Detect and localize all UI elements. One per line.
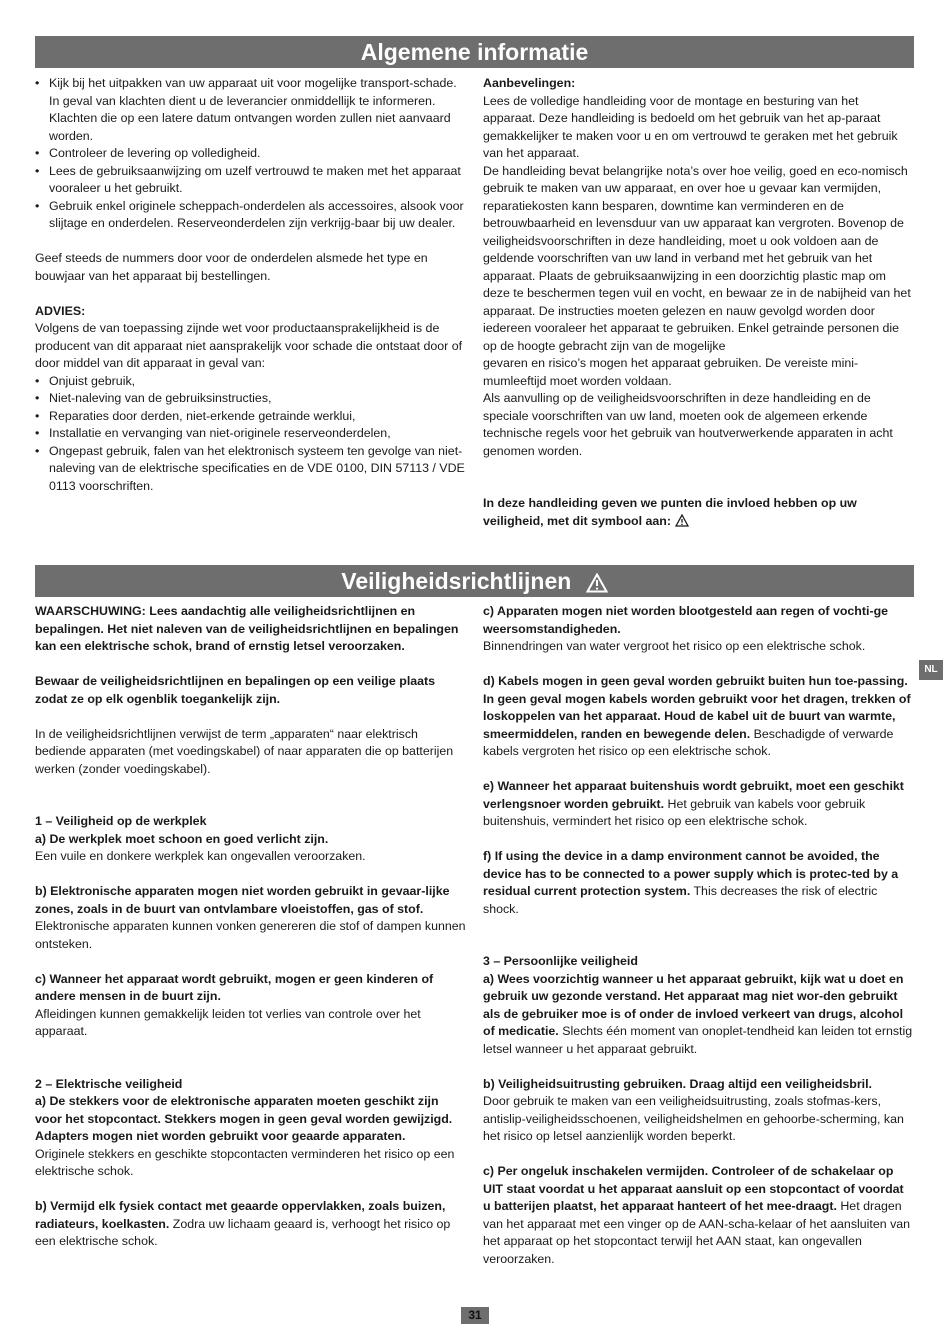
warning-text: WAARSCHUWING: Lees aandachtig alle veiligheidsrichtlijnen en bepalingen. Het niet naleven van de veiligheidsrichtlijnen en bepalingen kan een elektrische schok, brand of ernstig letsel veroorzaken. — [35, 604, 459, 653]
rule-heading: a) Wees voorzichtig wanneer u het apparaat gebruikt, kijk wat u doet en gebruik uw gezonde verstand. Het apparaat mag niet wor-den gebruikt als de gebruiker moe is of onder de invloed verkeert van drugs, alcohol of medicatie. — [483, 971, 904, 1038]
general-heading-text: Algemene informatie — [360, 39, 589, 65]
rule-heading: a) De werkplek moet schoon en goed verlicht zijn. — [35, 831, 329, 846]
list-item: • Controleer de levering op volledigheid. — [35, 145, 467, 163]
list-item: • Gebruik enkel originele scheppach-onderdelen als accessoires, alsook voor slijtage en onderdelen. Reserveonderdelen zijn verkrijg-baar bij uw dealer. — [35, 198, 467, 233]
rule-text: Afleidingen kunnen gemakkelijk leiden tot verlies van controle over het apparaat. — [35, 1006, 421, 1038]
term-definition: In de veiligheidsrichtlijnen verwijst de term „apparaten“ naar elektrisch bediende apparaten (met voedingskabel) of naar apparaten die op batterijen werken (zonder voedingskabel). — [35, 726, 454, 776]
advice-title: ADVIES: — [35, 303, 86, 318]
recommendations-paragraph: Als aanvulling op de veiligheidsvoorschriften in deze handleiding en de speciale voorschriften van uw land, moeten ook de algemeen erkende technische regels voor het gebruik van houtverwerkende apparaten in acht genomen worden. — [483, 391, 893, 458]
section-title: 3 – Persoonlijke veiligheid — [483, 954, 638, 968]
safety-left-column — [35, 603, 467, 1251]
rule-heading: Adapters mogen niet worden gebruikt voor geaarde apparaten. — [35, 1129, 406, 1143]
recommendations-paragraph: De handleiding bevat belangrijke nota’s over hoe veilig, goed en eco-nomisch gebruik te maken van uw apparaat, en over hoe u gevaar kan vermijden, reparatiekosten kann besparen, downtime kan verminderen en de betrouwbaarheid en levensduur van uw apparaat kan vergroten. Bovenop de veiligheidsvoorschriften in deze handleiding, moet u ook voldoen aan de geldende voorschriften van uw land in verband met het gebruik van het apparaat. Plaats de gebruiksaanwijzing in een doorzichtig plastic map om deze te beschermen tegen vuil en vocht, en bewaar ze in de nabijheid van het apparaat. De instructies moeten gelezen en nauw gevolgd worden door iedereen vooraleer het apparaat te gebruiken. Enkel getrainde personen die op de hoogte gebracht zijn van de mogelijke — [483, 163, 911, 353]
warning-triangle-icon — [675, 514, 689, 527]
list-item: • Reparaties door derden, niet-erkende getrainde werklui, — [35, 408, 467, 426]
general-left-column — [35, 75, 467, 495]
list-item: • Kijk bij het uitpakken van uw apparaat uit voor mogelijke transport-schade. In geval van klachten dient u de leverancier onmiddellijk te informeren. Klachten die op een latere datum ontvangen worden zullen niet aanvaard worden. — [35, 75, 467, 145]
rule-text: This decreases the risk of electric shock. — [483, 884, 878, 916]
rule-text: Door gebruik te maken van een veiligheidsuitrusting, zoals stofmas-kers, antislip-veiligheidsschoenen, veiligheidshelmen en gehoorbe-scherming, kan het risico op letsel aanzienlijk worden beperkt. — [483, 1094, 904, 1143]
liability-list — [35, 373, 467, 496]
safety-right-column — [483, 603, 914, 1268]
section-heading-general — [35, 36, 914, 68]
symbol-note: In deze handleiding geven we punten die invloed hebben op uw veiligheid, met dit symbool aan: — [483, 496, 857, 528]
list-item: • Onjuist gebruik, — [35, 373, 467, 391]
advice-text: Volgens de van toepassing zijnde wet voor productaansprakelijkheid is de producent van dit apparaat niet aansprakelijk voor schade die ontstaat door of door middel van dit apparaat in geval van: — [35, 321, 463, 370]
rule-heading: b) Elektronische apparaten mogen niet worden gebruikt in gevaar-lijke zones, zoals in de buurt van ontvlambare vloeistoffen, gas of stof. — [35, 884, 450, 916]
language-tab: NL — [919, 660, 943, 680]
safety-heading-text: Veiligheidsrichtlijnen — [341, 568, 572, 594]
list-item: • Installatie en vervanging van niet-originele reserveonderdelen, — [35, 425, 467, 443]
section-title: 2 – Elektrische veiligheid — [35, 1076, 183, 1091]
rule-text: Binnendringen van water vergroot het risico op een elektrische schok. — [483, 639, 866, 653]
warning-triangle-icon — [586, 573, 608, 593]
parts-note: Geef steeds de nummers door voor de onderdelen alsmede het type en bouwjaar van het apparaat bij bestellingen. — [35, 251, 428, 283]
rule-heading: c) Apparaten mogen niet worden blootgesteld aan regen of vochti-ge weersomstandigheden. — [483, 604, 889, 636]
rule-heading: f) If using the device in a damp environment cannot be avoided, the device has to be connected to a power supply which is protec-ted by a residual current protection system. — [483, 849, 899, 898]
rule-heading: b) Veiligheidsuitrusting gebruiken. Draag altijd een veiligheidsbril. — [483, 1076, 873, 1091]
general-right-column — [483, 75, 914, 530]
unpacking-list — [35, 75, 467, 233]
rule-heading: d) Kabels mogen in geen geval worden gebruikt buiten hun toe-passing. In geen geval mogen kabels worden gebruikt voor het dragen, trekken of loskoppelen van het apparaat. Houd de kabel uit de buurt van warmte, smeermiddelen, randen en bewegende delen. — [483, 674, 911, 741]
rule-heading: a) De stekkers voor de elektronische apparaten moeten geschikt zijn voor het stopcontact. Stekkers mogen in geen geval worden gewijzigd. — [35, 1094, 453, 1126]
recommendations-title: Aanbevelingen: — [483, 76, 576, 90]
rule-text: Het gebruik van kabels voor gebruik buitenshuis, vermindert het risico op een elektrische schok. — [483, 796, 866, 828]
list-item: • Niet-naleving van de gebruiksinstructies, — [35, 390, 467, 408]
recommendations-paragraph: gevaren en risico’s mogen het apparaat gebruiken. De vereiste mini-mumleeftijd moet worden voldaan. — [483, 356, 859, 388]
rule-heading: e) Wanneer het apparaat buitenshuis wordt gebruikt, moet een geschikt verlengsnoer worden gebruikt. — [483, 779, 904, 811]
rule-text: Elektronische apparaten kunnen vonken genereren die stof of dampen kunnen ontsteken. — [35, 919, 466, 951]
page-number: 31 — [461, 1307, 489, 1324]
rule-heading: c) Wanneer het apparaat wordt gebruikt, mogen er geen kinderen of andere mensen in de buurt zijn. — [35, 971, 434, 1003]
section-title: 1 – Veiligheid op de werkplek — [35, 814, 207, 828]
rule-text: Een vuile en donkere werkplek kan ongevallen veroorzaken. — [35, 849, 366, 863]
list-item: • Lees de gebruiksaanwijzing om uzelf vertrouwd te maken met het apparaat vooraleer u het gebruikt. — [35, 163, 467, 198]
section-heading-safety — [35, 565, 914, 597]
rule-text: Zodra uw lichaam geaard is, verhoogt het risico op een elektrische schok. — [35, 1216, 451, 1248]
recommendations-paragraph: Lees de volledige handleiding voor de montage en besturing van het apparaat. Deze handleiding is bedoeld om het gebruik van het ap-paraat gemakkelijker te maken voor u en om vertrouwd te geraken met het gebruik van het apparaat. — [483, 93, 898, 160]
rule-text: Beschadigde of verwarde kabels vergroten het risico op een elektrische schok. — [483, 726, 894, 758]
rule-heading: c) Per ongeluk inschakelen vermijden. Controleer of de schakelaar op UIT staat voordat u het apparaat aansluit op een stopcontact of voordat u batterijen plaatst, het apparaat hanteert of het mee-draagt. — [483, 1164, 904, 1213]
list-item: • Ongepast gebruik, falen van het elektronisch systeem ten gevolge van niet-naleving van de elektrische specificaties en de VDE 0100, DIN 57113 / VDE 0113 voorschriften. — [35, 443, 467, 496]
rule-text: Originele stekkers en geschikte stopcontacten verminderen het risico op een elektrische schok. — [35, 1146, 455, 1178]
rule-heading: b) Vermijd elk fysiek contact met geaarde oppervlakken, zoals buizen, radiateurs, koelkasten. — [35, 1199, 446, 1231]
rule-text: Slechts één moment van onoplet-tendheid kan leiden tot ernstig letsel wanneer u het apparaat gebruikt. — [483, 1024, 913, 1056]
keep-guidelines-text: Bewaar de veiligheidsrichtlijnen en bepalingen op een veilige plaats zodat ze op elk ogenblik toegankelijk zijn. — [35, 674, 436, 706]
rule-text: Het dragen van het apparaat met een vinger op de AAN-scha-kelaar of het aansluiten van het apparaat op het stopcontact terwijl het AAN staat, kan ongevallen veroorzaken. — [483, 1199, 911, 1266]
